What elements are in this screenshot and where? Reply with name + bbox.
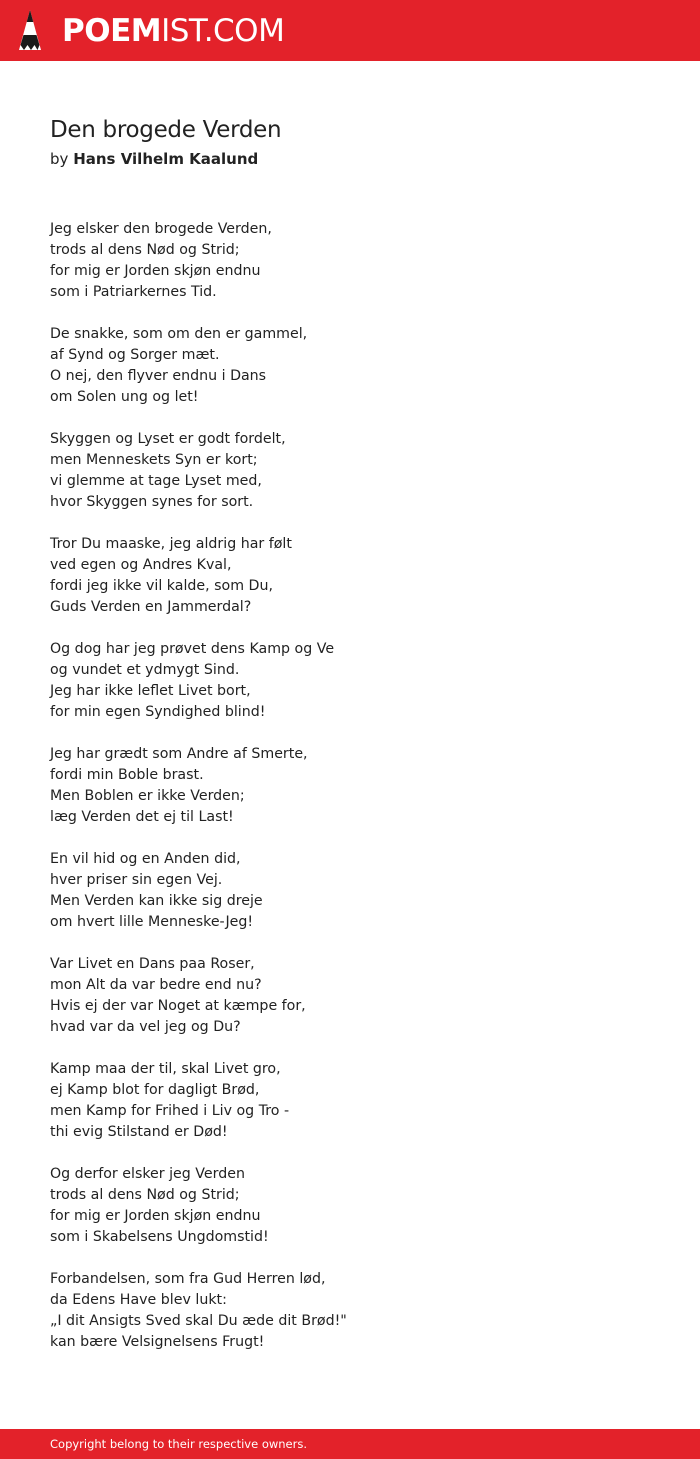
poem-line: hvor Skyggen synes for sort. — [50, 494, 254, 510]
poem-line: for mig er Jorden skjøn endnu — [50, 1208, 261, 1224]
brand-bold-text: POEM — [62, 13, 162, 49]
poem-line: Forbandelsen, som fra Gud Herren lød, — [50, 1271, 326, 1287]
poem-line: ved egen og Andres Kval, — [50, 557, 232, 573]
poem-line: af Synd og Sorger mæt. — [50, 347, 220, 363]
poem-stanza — [50, 534, 650, 618]
poem-author: Hans Vilhelm Kaalund — [73, 150, 259, 168]
poem-line: Tror Du maaske, jeg aldrig har følt — [50, 536, 292, 552]
poem-stanza — [50, 639, 650, 723]
poem-stanza — [50, 1059, 650, 1143]
poem-line: som i Patriarkernes Tid. — [50, 284, 217, 300]
poem-line: De snakke, som om den er gammel, — [50, 326, 308, 342]
site-logo-text[interactable] — [62, 13, 284, 49]
poem-stanza — [50, 744, 650, 828]
site-header — [0, 0, 700, 61]
poem-line: Og dog har jeg prøvet dens Kamp og Ve — [50, 641, 335, 657]
poem-line: om hvert lille Menneske-Jeg! — [50, 914, 254, 930]
poem-line: for mig er Jorden skjøn endnu — [50, 263, 261, 279]
poem-line: trods al dens Nød og Strid; — [50, 1187, 240, 1203]
poem-line: Hvis ej der var Noget at kæmpe for, — [50, 998, 306, 1014]
poem-line: læg Verden det ej til Last! — [50, 809, 234, 825]
poem-stanza — [50, 429, 650, 513]
poem-line: hver priser sin egen Vej. — [50, 872, 223, 888]
poem-line: Var Livet en Dans paa Roser, — [50, 956, 255, 972]
poem-line: Men Boblen er ikke Verden; — [50, 788, 245, 804]
poem-line: fordi jeg ikke vil kalde, som Du, — [50, 578, 273, 594]
poem-line: Jeg har grædt som Andre af Smerte, — [50, 746, 308, 762]
poem-line: Men Verden kan ikke sig dreje — [50, 893, 263, 909]
poem-line: kan bære Velsignelsens Frugt! — [50, 1334, 265, 1350]
poem-stanza — [50, 324, 650, 408]
pencil-icon[interactable] — [18, 9, 42, 52]
poem-line: thi evig Stilstand er Død! — [50, 1124, 228, 1140]
poem-line: Jeg elsker den brogede Verden, — [50, 221, 272, 237]
poem-stanza — [50, 954, 650, 1038]
poem-line: ej Kamp blot for dagligt Brød, — [50, 1082, 260, 1098]
by-label: by — [50, 150, 69, 168]
poem-title: Den brogede Verden — [50, 117, 282, 143]
brand-light-text: IST.COM — [161, 13, 285, 49]
poem-stanza — [50, 219, 650, 303]
poem-line: „I dit Ansigts Sved skal Du æde dit Brød!" — [50, 1313, 347, 1329]
poem-line: Skyggen og Lyset er godt fordelt, — [50, 431, 286, 447]
poem-line: O nej, den flyver endnu i Dans — [50, 368, 267, 384]
poem-line: Og derfor elsker jeg Verden — [50, 1166, 245, 1182]
poem-line: for min egen Syndighed blind! — [50, 704, 266, 720]
poem-line: Jeg har ikke leflet Livet bort, — [50, 683, 251, 699]
poem-line: Kamp maa der til, skal Livet gro, — [50, 1061, 281, 1077]
poem-line: og vundet et ydmygt Sind. — [50, 662, 240, 678]
poem-line: fordi min Boble brast. — [50, 767, 204, 783]
poem-stanza — [50, 1269, 650, 1353]
poem-line: om Solen ung og let! — [50, 389, 199, 405]
poem-line: som i Skabelsens Ungdomstid! — [50, 1229, 269, 1245]
poem-stanza — [50, 1164, 650, 1248]
poem-line: hvad var da vel jeg og Du? — [50, 1019, 241, 1035]
poem-line: da Edens Have blev lukt: — [50, 1292, 227, 1308]
poem-line: mon Alt da var bedre end nu? — [50, 977, 262, 993]
poem-line: men Kamp for Frihed i Liv og Tro - — [50, 1103, 290, 1119]
copyright-text: Copyright belong to their respective owners. — [50, 1437, 308, 1451]
poem-line: Guds Verden en Jammerdal? — [50, 599, 252, 615]
poem-byline — [50, 150, 258, 168]
poem-stanza — [50, 849, 650, 933]
poem-line: vi glemme at tage Lyset med, — [50, 473, 262, 489]
site-footer — [0, 1429, 700, 1459]
poem-body — [50, 219, 650, 1374]
poem-line: men Menneskets Syn er kort; — [50, 452, 258, 468]
poem-line: En vil hid og en Anden did, — [50, 851, 241, 867]
poem-line: trods al dens Nød og Strid; — [50, 242, 240, 258]
